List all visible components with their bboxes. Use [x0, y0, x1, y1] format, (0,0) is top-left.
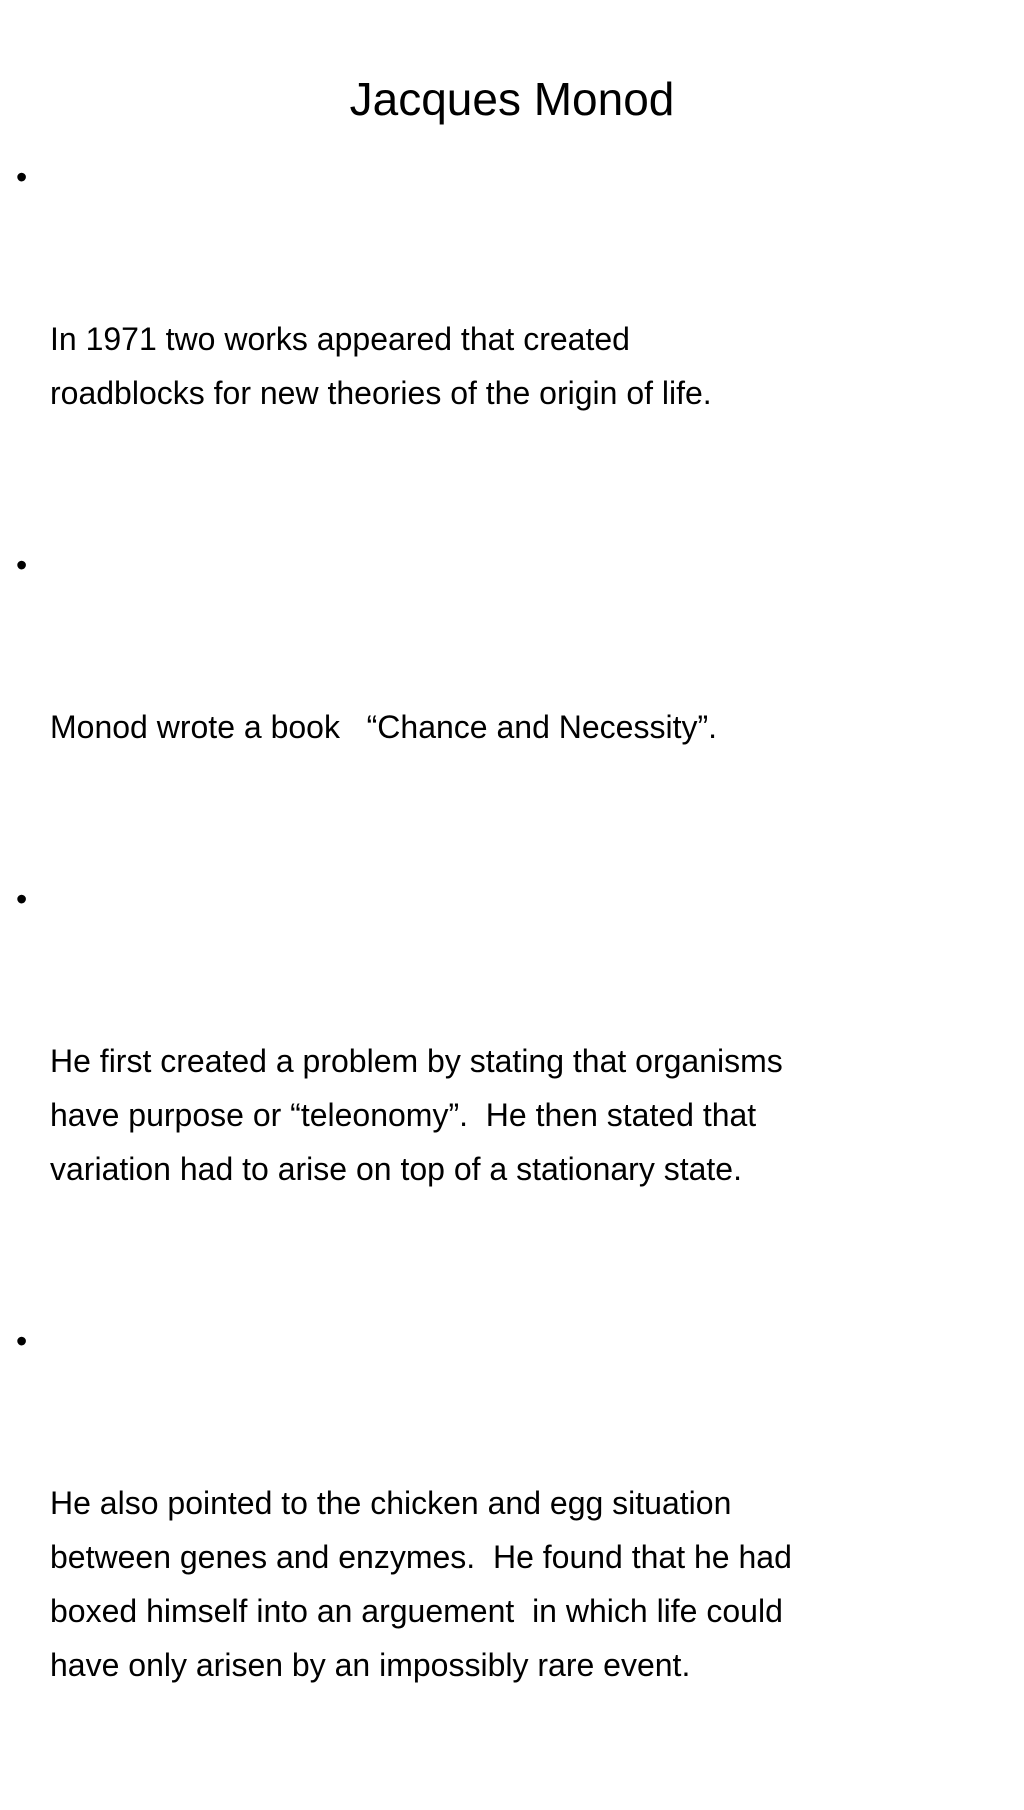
bullet-text: He also pointed to the chicken and egg situation between genes and enzymes. He found that he had boxed himself into an arguement in which life could have only arisen by an impossibly rare event.	[50, 1485, 792, 1683]
bullet-marker: •	[16, 881, 28, 917]
bullet-text: He first created a problem by stating that organisms have purpose or “teleonomy”. He then stated that variation had to arise on top of a stationary state.	[50, 1043, 783, 1187]
bullet-marker: •	[16, 1323, 28, 1359]
bullet-list	[16, 150, 1020, 1810]
bullet-marker: •	[16, 159, 28, 195]
slide-title: Jacques Monod	[349, 72, 675, 125]
bullet-item	[16, 150, 1020, 528]
bullet-text: In 1971 two works appeared that created roadblocks for new theories of the origin of life.	[50, 321, 712, 411]
bullet-item	[16, 538, 1020, 862]
bullet-marker: •	[16, 547, 28, 583]
bullet-text: Monod wrote a book “Chance and Necessity”.	[50, 709, 717, 745]
bullet-item	[16, 872, 1020, 1304]
bullet-item	[16, 1314, 1020, 1800]
